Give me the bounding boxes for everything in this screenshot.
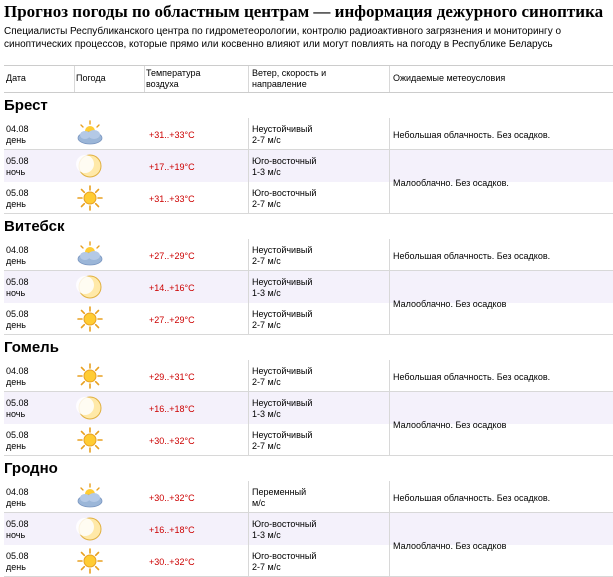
- date-value: 05.08: [6, 309, 29, 319]
- period-value: день: [6, 498, 26, 508]
- sun-icon: [76, 426, 104, 454]
- row-divider: [4, 213, 613, 214]
- temperature-value: +31..+33°C: [149, 130, 195, 140]
- period-value: день: [6, 320, 26, 330]
- header-conditions: Ожидаемые метеоусловия: [393, 73, 506, 83]
- date-cell: [6, 277, 29, 299]
- column-divider: [248, 481, 249, 577]
- date-value: 04.08: [6, 366, 29, 376]
- wind-speed: 2-7 м/с: [252, 256, 281, 266]
- city-name: Гомель: [4, 339, 59, 356]
- column-divider: [248, 66, 249, 92]
- wind-direction: Неустойчивый: [252, 309, 313, 319]
- conditions-day2: Малооблачно. Без осадков: [393, 420, 507, 430]
- conditions-day1: Небольшая облачность. Без осадков.: [393, 130, 551, 140]
- city-forecast: [4, 118, 613, 214]
- cloudy-sun-icon: [76, 241, 104, 269]
- conditions-day2: Малооблачно. Без осадков: [393, 299, 507, 309]
- date-value: 05.08: [6, 156, 29, 166]
- temperature-value: +31..+33°C: [149, 194, 195, 204]
- wind-speed: 2-7 м/с: [252, 135, 281, 145]
- wind-speed: 1-3 м/с: [252, 530, 281, 540]
- city-forecast: [4, 360, 613, 456]
- intro-line: синоптических процессов, которые прямо или косвенно влияют или могут повлиять на погоду в Республике Беларусь: [4, 39, 553, 50]
- column-divider: [144, 66, 145, 92]
- wind-speed: 1-3 м/с: [252, 288, 281, 298]
- temperature-value: +27..+29°C: [149, 315, 195, 325]
- conditions-day1: Небольшая облачность. Без осадков.: [393, 251, 551, 261]
- wind-direction: Неустойчивый: [252, 277, 313, 287]
- page-title: Прогноз погоды по областным центрам — информация дежурного синоптика: [4, 2, 604, 21]
- column-divider: [74, 66, 75, 92]
- header-date: Дата: [6, 73, 26, 83]
- period-value: день: [6, 441, 26, 451]
- wind-cell: [252, 277, 312, 299]
- sun-icon: [76, 184, 104, 212]
- column-divider: [389, 66, 390, 92]
- header-wind-line: Ветер, скорость и: [252, 68, 327, 78]
- wind-speed: 2-7 м/с: [252, 199, 281, 209]
- table-header: [4, 65, 613, 93]
- intro-text: [4, 25, 613, 51]
- column-divider: [389, 239, 390, 335]
- temperature-value: +29..+31°C: [149, 372, 195, 382]
- temperature-value: +30..+32°C: [149, 557, 195, 567]
- period-value: ночь: [6, 167, 26, 177]
- date-cell: [6, 430, 29, 452]
- date-value: 05.08: [6, 398, 29, 408]
- conditions-day2: Малооблачно. Без осадков: [393, 541, 507, 551]
- date-cell: [6, 487, 29, 509]
- row-divider: [4, 334, 613, 335]
- period-value: день: [6, 562, 26, 572]
- date-value: 05.08: [6, 519, 29, 529]
- period-value: день: [6, 377, 26, 387]
- wind-direction: Неустойчивый: [252, 430, 313, 440]
- city-forecast: [4, 481, 613, 577]
- temperature-value: +30..+32°C: [149, 436, 195, 446]
- date-cell: [6, 156, 29, 178]
- header-temperature-line: Температура: [146, 68, 201, 78]
- date-value: 05.08: [6, 188, 29, 198]
- conditions-day2: Малооблачно. Без осадков.: [393, 178, 509, 188]
- table-row: [4, 150, 613, 182]
- city-name: Гродно: [4, 460, 58, 477]
- wind-speed: 2-7 м/с: [252, 441, 281, 451]
- period-value: день: [6, 256, 26, 266]
- wind-direction: Неустойчивый: [252, 366, 313, 376]
- header-wind: [252, 68, 326, 90]
- wind-cell: [252, 519, 316, 541]
- wind-direction: Неустойчивый: [252, 398, 313, 408]
- weather-table: [4, 65, 613, 577]
- column-divider: [389, 360, 390, 456]
- sun-icon: [76, 362, 104, 390]
- wind-direction: Неустойчивый: [252, 124, 313, 134]
- date-cell: [6, 519, 29, 541]
- wind-direction: Переменный: [252, 487, 307, 497]
- wind-cell: [252, 124, 312, 146]
- column-divider: [389, 118, 390, 214]
- column-divider: [248, 239, 249, 335]
- wind-cell: [252, 398, 312, 420]
- moon-icon: [76, 273, 104, 301]
- header-wind-line: направление: [252, 79, 307, 89]
- table-row: [4, 271, 613, 303]
- wind-cell: [252, 156, 316, 178]
- date-cell: [6, 124, 29, 146]
- city-forecast: [4, 239, 613, 335]
- temperature-value: +30..+32°C: [149, 493, 195, 503]
- sun-icon: [76, 547, 104, 575]
- intro-line: Специалисты Республиканского центра по гидрометеорологии, контролю радиоактивного загрязнения и мониторингу о: [4, 26, 562, 37]
- temperature-value: +27..+29°C: [149, 251, 195, 261]
- wind-speed: 1-3 м/с: [252, 409, 281, 419]
- date-cell: [6, 309, 29, 331]
- wind-cell: [252, 487, 306, 509]
- period-value: ночь: [6, 409, 26, 419]
- wind-cell: [252, 309, 312, 331]
- header-temperature: [146, 68, 201, 90]
- period-value: день: [6, 135, 26, 145]
- wind-speed: м/с: [252, 498, 266, 508]
- date-value: 05.08: [6, 551, 29, 561]
- table-row: [4, 545, 613, 577]
- wind-speed: 1-3 м/с: [252, 167, 281, 177]
- date-value: 04.08: [6, 487, 29, 497]
- header-weather: Погода: [76, 73, 106, 83]
- wind-direction: Юго-восточный: [252, 519, 317, 529]
- table-row: [4, 392, 613, 424]
- date-cell: [6, 366, 29, 388]
- wind-cell: [252, 245, 312, 267]
- date-cell: [6, 245, 29, 267]
- city-name: Витебск: [4, 218, 65, 235]
- temperature-value: +16..+18°C: [149, 525, 195, 535]
- wind-cell: [252, 551, 316, 573]
- date-cell: [6, 188, 29, 210]
- wind-direction: Неустойчивый: [252, 245, 313, 255]
- table-row: [4, 303, 613, 335]
- sun-icon: [76, 305, 104, 333]
- date-value: 04.08: [6, 124, 29, 134]
- column-divider: [248, 360, 249, 456]
- cloudy-sun-icon: [76, 483, 104, 511]
- cloudy-sun-icon: [76, 120, 104, 148]
- period-value: ночь: [6, 288, 26, 298]
- conditions-day1: Небольшая облачность. Без осадков.: [393, 493, 551, 503]
- table-row: [4, 424, 613, 456]
- temperature-value: +17..+19°C: [149, 162, 195, 172]
- date-value: 04.08: [6, 245, 29, 255]
- moon-icon: [76, 394, 104, 422]
- moon-icon: [76, 152, 104, 180]
- wind-cell: [252, 430, 312, 452]
- city-name: Брест: [4, 97, 48, 114]
- column-divider: [248, 118, 249, 214]
- period-value: ночь: [6, 530, 26, 540]
- moon-icon: [76, 515, 104, 543]
- table-row: [4, 513, 613, 545]
- wind-direction: Юго-восточный: [252, 156, 317, 166]
- city-list: [4, 93, 613, 577]
- date-value: 05.08: [6, 277, 29, 287]
- wind-speed: 2-7 м/с: [252, 562, 281, 572]
- header-temperature-line: воздуха: [146, 79, 179, 89]
- date-value: 05.08: [6, 430, 29, 440]
- temperature-value: +14..+16°C: [149, 283, 195, 293]
- wind-speed: 2-7 м/с: [252, 320, 281, 330]
- temperature-value: +16..+18°C: [149, 404, 195, 414]
- date-cell: [6, 398, 29, 420]
- wind-direction: Юго-восточный: [252, 551, 317, 561]
- column-divider: [389, 481, 390, 577]
- conditions-day1: Небольшая облачность. Без осадков.: [393, 372, 551, 382]
- period-value: день: [6, 199, 26, 209]
- wind-cell: [252, 366, 312, 388]
- wind-direction: Юго-восточный: [252, 188, 317, 198]
- date-cell: [6, 551, 29, 573]
- row-divider: [4, 455, 613, 456]
- wind-speed: 2-7 м/с: [252, 377, 281, 387]
- wind-cell: [252, 188, 316, 210]
- table-row: [4, 182, 613, 214]
